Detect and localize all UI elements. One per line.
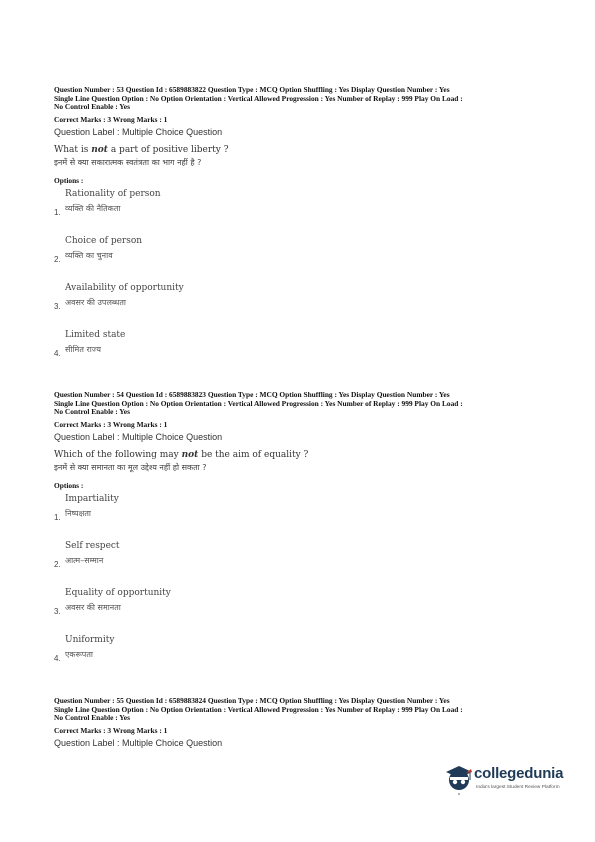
option-3	[54, 279, 554, 326]
option-text: Uniformity	[65, 634, 115, 645]
option-number: 3.	[54, 301, 61, 311]
option-text: Choice of person	[65, 235, 143, 246]
option-text: Availability of opportunity	[65, 282, 184, 293]
option-2	[54, 537, 554, 584]
option-text-hindi: एकरूपता	[65, 649, 93, 659]
option-text: Rationality of person	[65, 188, 161, 199]
meta-line: No Control Enable : Yes	[54, 713, 130, 723]
option-text-hindi: निष्पक्षता	[65, 508, 91, 518]
option-4	[54, 326, 554, 373]
option-number: 4.	[54, 348, 61, 358]
meta-line: Single Line Question Option : No Option Orientation : Vertical Allowed Progression : Yes Number of Replay : 999 Play On Load :	[54, 704, 463, 714]
option-text-hindi: अवसर की समानता	[65, 602, 121, 612]
question-label: Question Label : Multiple Choice Question	[54, 737, 223, 748]
option-text-hindi: आत्म–सम्मान	[65, 555, 104, 565]
option-text-hindi: सीमित राज्य	[65, 344, 101, 354]
option-number: 4.	[54, 653, 61, 663]
option-text: Equality of opportunity	[65, 587, 171, 598]
question-meta	[54, 697, 554, 723]
marks-line: Correct Marks : 3 Wrong Marks : 1	[54, 114, 168, 124]
option-number: 2.	[54, 254, 61, 264]
meta-line: Question Number : 54 Question Id : 6589883823 Question Type : MCQ Option Shuffling : Yes Display Question Number : Yes	[54, 390, 450, 399]
collegedunia-logo	[444, 763, 574, 799]
question-text-hindi: इनमें से क्या समानता का मूल उद्देश्य नहीं हो सकता ?	[54, 462, 207, 472]
question-55	[54, 697, 554, 748]
option-number: 3.	[54, 606, 61, 616]
question-meta	[54, 391, 554, 417]
question-text-part: be the aim of equality ?	[198, 449, 309, 460]
question-text-part: a part of positive liberty ?	[107, 144, 229, 155]
option-number: 1.	[54, 207, 61, 217]
option-text: Limited state	[65, 329, 126, 340]
question-meta	[54, 86, 554, 112]
meta-line: Single Line Question Option : No Option Orientation : Vertical Allowed Progression : Yes Number of Replay : 999 Play On Load :	[54, 398, 463, 408]
option-3	[54, 584, 554, 631]
option-2	[54, 232, 554, 279]
options-heading: Options :	[54, 480, 84, 490]
marks-line: Correct Marks : 3 Wrong Marks : 1	[54, 419, 168, 429]
options-heading: Options :	[54, 175, 84, 185]
meta-line: No Control Enable : Yes	[54, 407, 130, 417]
meta-line: No Control Enable : Yes	[54, 102, 130, 112]
marks-line: Correct Marks : 3 Wrong Marks : 1	[54, 725, 168, 735]
question-label: Question Label : Multiple Choice Question	[54, 126, 223, 137]
question-emphasis: not	[91, 144, 108, 155]
option-text-hindi: व्यक्ति की नैतिकता	[65, 203, 121, 213]
option-number: 2.	[54, 559, 61, 569]
option-text: Self respect	[65, 540, 120, 551]
logo-name: collegedunia	[474, 765, 564, 782]
question-text-hindi: इनमें से क्या सकारात्मक स्वतंत्रता का भाग नहीं है ?	[54, 157, 202, 167]
question-text-part: What is	[54, 144, 92, 155]
question-53	[54, 86, 554, 373]
question-text-part: Which of the following may	[54, 449, 182, 460]
question-label: Question Label : Multiple Choice Question	[54, 431, 223, 442]
question-text	[54, 145, 554, 155]
option-number: 1.	[54, 512, 61, 522]
option-text: Impartiality	[65, 493, 119, 504]
logo-tagline: India's largest Student Review Platform	[476, 785, 560, 790]
meta-line: Single Line Question Option : No Option Orientation : Vertical Allowed Progression : Yes Number of Replay : 999 Play On Load :	[54, 93, 463, 103]
option-4	[54, 631, 554, 678]
option-1	[54, 490, 554, 537]
question-emphasis: not	[181, 449, 199, 460]
meta-line: Question Number : 53 Question Id : 6589883822 Question Type : MCQ Option Shuffling : Yes Display Question Number : Yes	[54, 85, 450, 94]
option-text-hindi: व्यक्ति का चुनाव	[65, 250, 113, 260]
question-54	[54, 391, 554, 678]
option-1	[54, 185, 554, 232]
meta-line: Question Number : 55 Question Id : 6589883824 Question Type : MCQ Option Shuffling : Yes Display Question Number : Yes	[54, 696, 450, 705]
option-text-hindi: अवसर की उपलब्धता	[65, 297, 126, 307]
question-text	[54, 450, 554, 460]
graduation-cap-icon	[444, 763, 474, 795]
